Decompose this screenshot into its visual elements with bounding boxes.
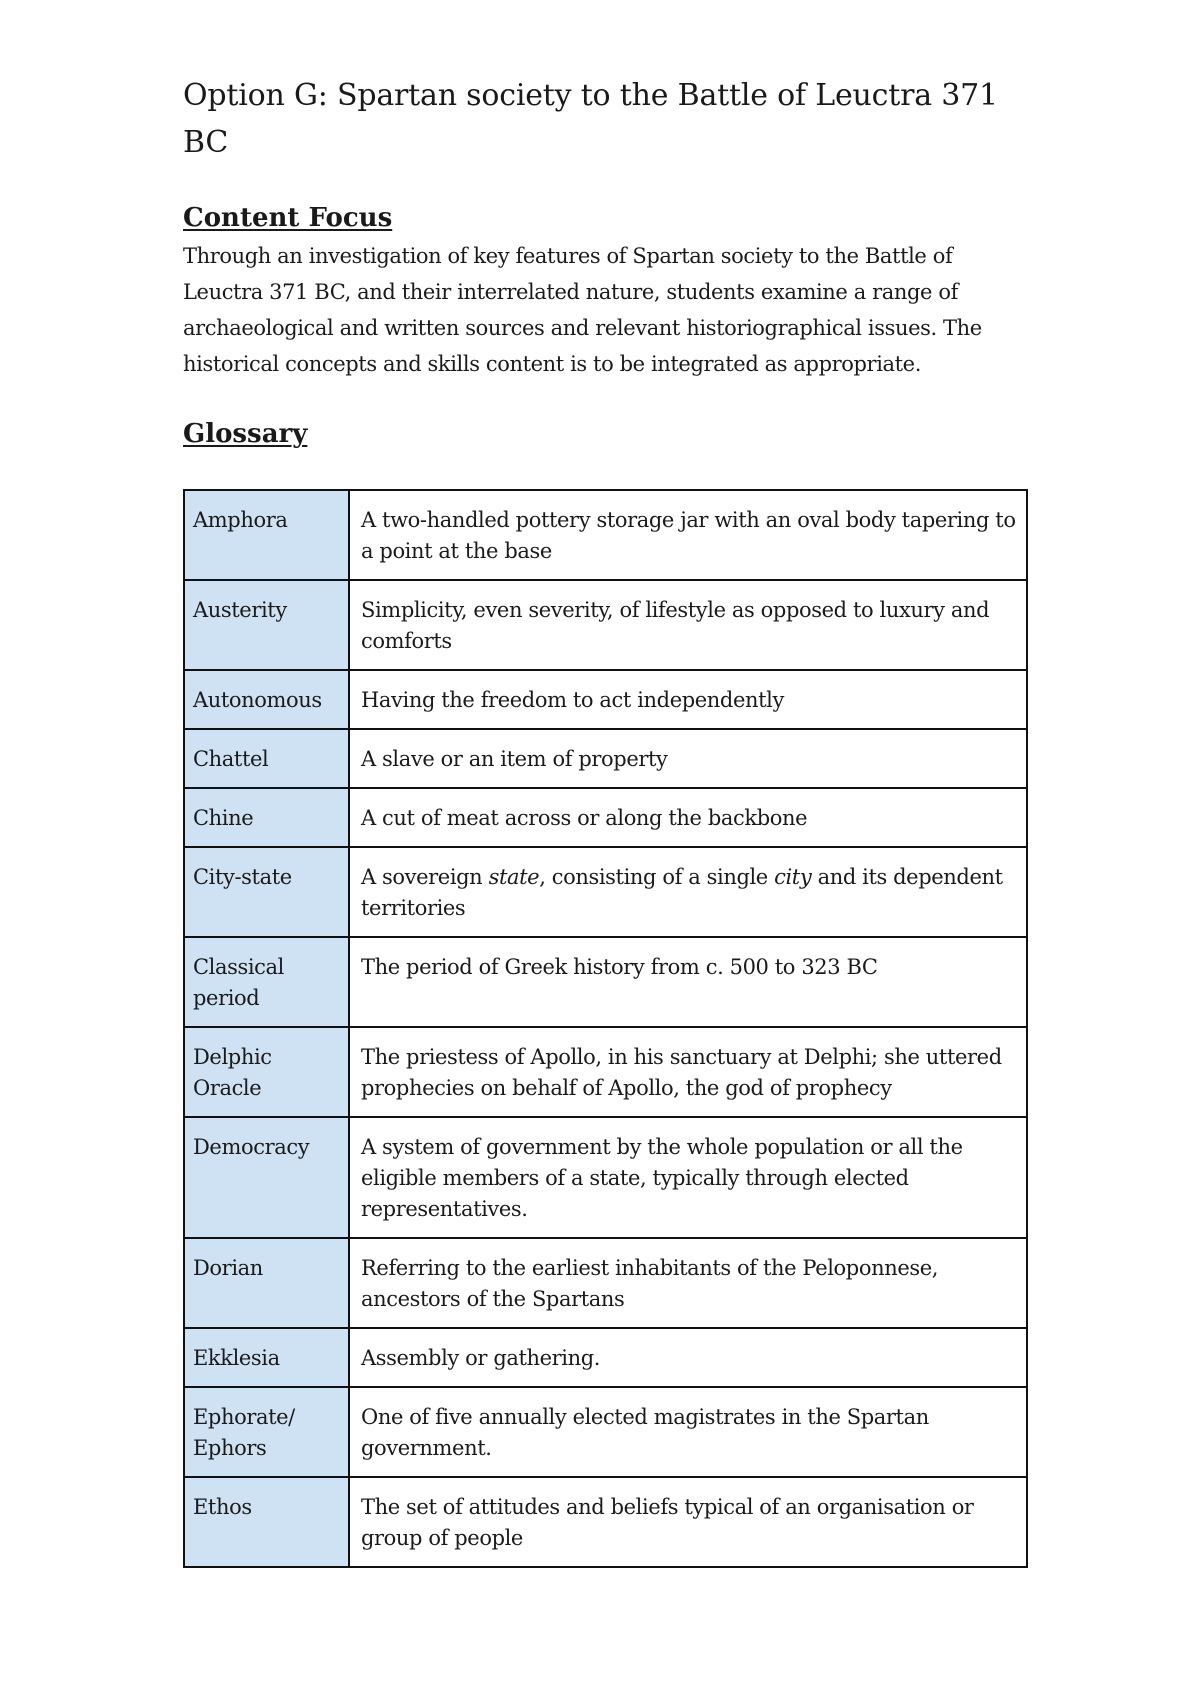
glossary-definition: Simplicity, even severity, of lifestyle as opposed to luxury and comforts bbox=[349, 580, 1027, 670]
definition-emphasis: state bbox=[488, 865, 540, 889]
table-row bbox=[184, 1477, 1027, 1567]
table-row bbox=[184, 788, 1027, 847]
glossary-definition: The set of attitudes and beliefs typical of an organisation or group of people bbox=[349, 1477, 1027, 1567]
glossary-term: Delphic Oracle bbox=[184, 1027, 349, 1117]
glossary-term: Autonomous bbox=[184, 670, 349, 729]
content-focus-heading: Content Focus bbox=[183, 203, 393, 233]
glossary-term: Ethos bbox=[184, 1477, 349, 1567]
glossary-heading: Glossary bbox=[183, 419, 308, 449]
definition-emphasis: city bbox=[774, 865, 812, 889]
definition-text: A sovereign bbox=[361, 865, 489, 889]
glossary-definition: A slave or an item of property bbox=[349, 729, 1027, 788]
document-page bbox=[183, 72, 1028, 1568]
glossary-term: Austerity bbox=[184, 580, 349, 670]
glossary-table bbox=[183, 489, 1028, 1568]
glossary-term: City-state bbox=[184, 847, 349, 937]
glossary-definition: Assembly or gathering. bbox=[349, 1328, 1027, 1387]
table-row bbox=[184, 1238, 1027, 1328]
glossary-definition: Having the freedom to act independently bbox=[349, 670, 1027, 729]
glossary-definition bbox=[349, 847, 1027, 937]
table-row bbox=[184, 1027, 1027, 1117]
table-row bbox=[184, 1117, 1027, 1238]
glossary-definition: The priestess of Apollo, in his sanctuary at Delphi; she uttered prophecies on behalf of Apollo, the god of prophecy bbox=[349, 1027, 1027, 1117]
glossary-definition: The period of Greek history from c. 500 to 323 BC bbox=[349, 937, 1027, 1027]
glossary-definition: Referring to the earliest inhabitants of the Peloponnese, ancestors of the Spartans bbox=[349, 1238, 1027, 1328]
definition-text: and its dependent territories bbox=[361, 865, 1003, 920]
definition-text: , consisting of a single bbox=[539, 865, 775, 889]
table-row bbox=[184, 847, 1027, 937]
glossary-term: Amphora bbox=[184, 490, 349, 580]
table-row bbox=[184, 670, 1027, 729]
glossary-definition: A two-handled pottery storage jar with an oval body tapering to a point at the base bbox=[349, 490, 1027, 580]
glossary-term: Dorian bbox=[184, 1238, 349, 1328]
glossary-definition: One of five annually elected magistrates in the Spartan government. bbox=[349, 1387, 1027, 1477]
glossary-term: Classical period bbox=[184, 937, 349, 1027]
glossary-term: Chattel bbox=[184, 729, 349, 788]
table-row bbox=[184, 1387, 1027, 1477]
glossary-term: Chine bbox=[184, 788, 349, 847]
table-row bbox=[184, 937, 1027, 1027]
glossary-term: Ekklesia bbox=[184, 1328, 349, 1387]
document-title: Option G: Spartan society to the Battle of Leuctra 371 BC bbox=[183, 78, 998, 160]
table-row bbox=[184, 729, 1027, 788]
table-row bbox=[184, 580, 1027, 670]
glossary-term: Democracy bbox=[184, 1117, 349, 1238]
table-row bbox=[184, 490, 1027, 580]
glossary-definition: A system of government by the whole population or all the eligible members of a state, typically through elected representatives. bbox=[349, 1117, 1027, 1238]
table-row bbox=[184, 1328, 1027, 1387]
content-focus-body: Through an investigation of key features of Spartan society to the Battle of Leuctra 371 BC, and their interrelated nature, students examine a range of archaeological and written sources and relevant historiographical issues. The historical concepts and skills content is to be integrated as appropriate. bbox=[183, 244, 982, 376]
glossary-definition: A cut of meat across or along the backbone bbox=[349, 788, 1027, 847]
glossary-term: Ephorate/ Ephors bbox=[184, 1387, 349, 1477]
